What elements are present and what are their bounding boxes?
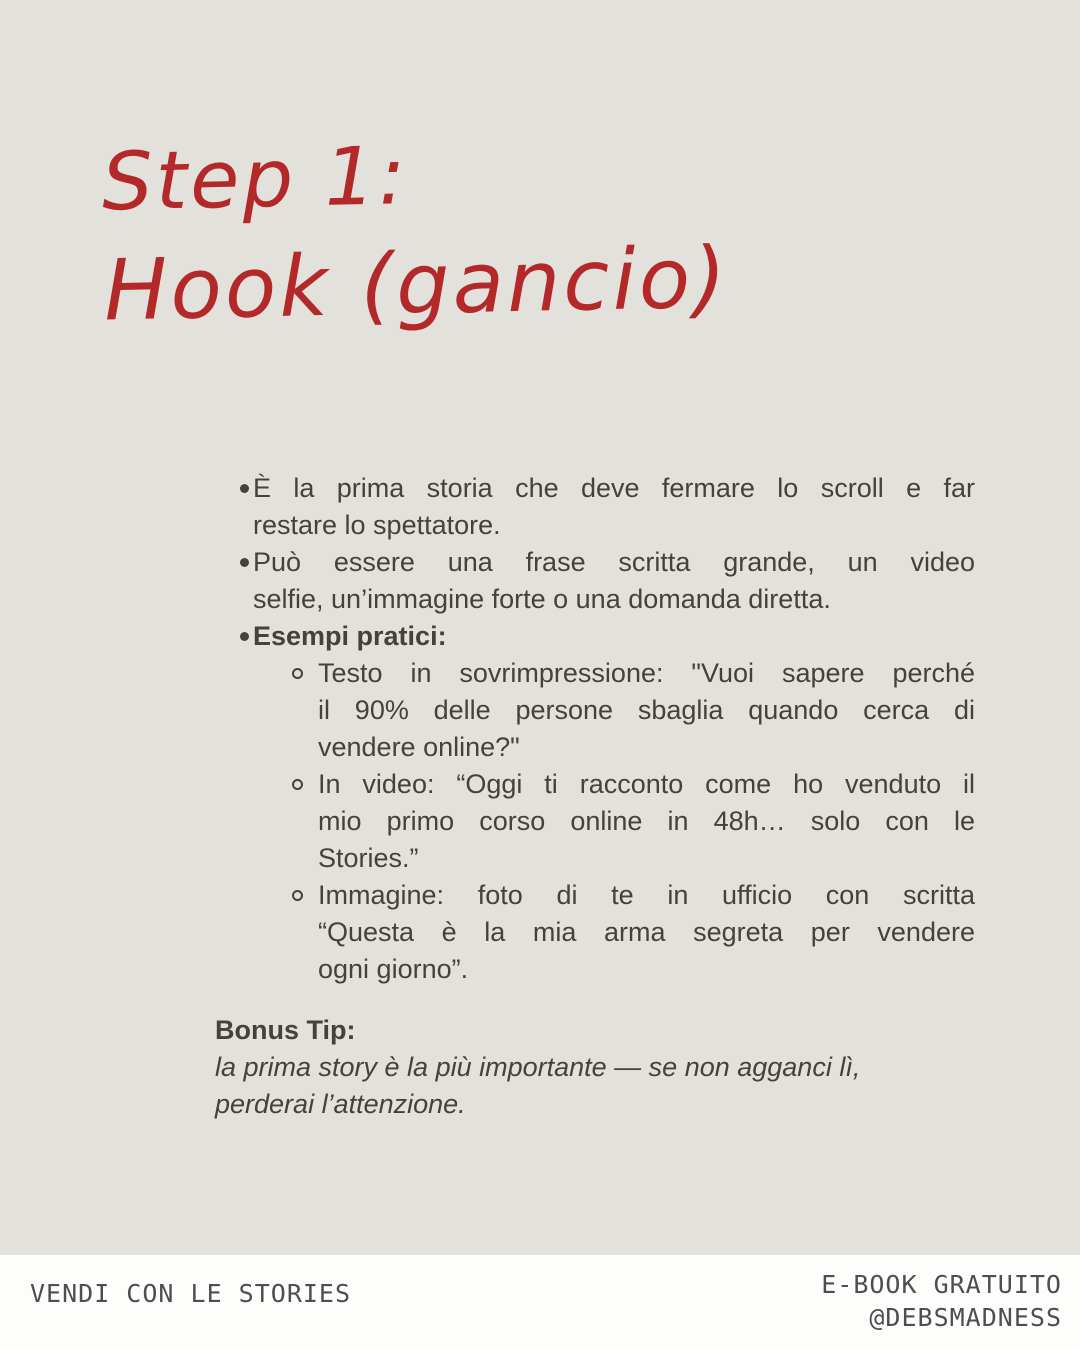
sub-bullet-text-line: mio primo corso online in 48h… solo con le	[318, 806, 975, 836]
footer-handle: @DEBSMADNESS	[869, 1303, 1062, 1332]
bullet-text-line: selfie, un’immagine forte o una domanda diretta.	[253, 584, 831, 614]
bullet-ring-icon	[292, 668, 303, 679]
sub-list-item	[215, 655, 985, 766]
bullet-dot-icon	[240, 632, 249, 641]
title-step-line: Step 1:	[100, 129, 410, 229]
list-item	[215, 618, 985, 655]
bullet-list	[215, 470, 985, 988]
footer-band	[0, 1255, 1080, 1350]
bullet-dot-icon	[240, 484, 249, 493]
list-item	[215, 470, 985, 544]
title-hook-line: Hook (gancio)	[103, 228, 730, 340]
bonus-tip-text-line: la prima story è la più importante — se non agganci lì,	[215, 1052, 861, 1082]
sub-bullet-text-line: Immagine: foto di te in ufficio con scritta	[318, 880, 975, 910]
sub-bullet-text-line: Stories.”	[318, 843, 419, 873]
footer-series-title: VENDI CON LE STORIES	[30, 1279, 352, 1308]
footer-ebook-label: E-BOOK GRATUITO	[821, 1270, 1062, 1299]
sub-bullet-text-line: Testo in sovrimpressione: "Vuoi sapere perché	[318, 658, 975, 688]
sub-bullet-text-line: ogni giorno”.	[318, 954, 469, 984]
sub-bullet-text-line: In video: “Oggi ti racconto come ho venduto il	[318, 769, 975, 799]
bonus-tip-text-line: perderai l’attenzione.	[215, 1089, 466, 1119]
bullet-ring-icon	[292, 779, 303, 790]
bullet-text-line-bold: Esempi pratici:	[253, 621, 447, 651]
list-item	[215, 544, 985, 618]
bullet-text-line: È la prima storia che deve fermare lo scroll e far	[253, 473, 975, 503]
sub-list-item	[215, 877, 985, 988]
bullet-text-line: restare lo spettatore.	[253, 510, 501, 540]
bullet-text-line: Può essere una frase scritta grande, un video	[253, 547, 975, 577]
bullet-ring-icon	[292, 890, 303, 901]
sub-bullet-text-line: vendere online?"	[318, 732, 520, 762]
sub-bullet-text-line: “Questa è la mia arma segreta per vendere	[318, 917, 975, 947]
page-title	[101, 115, 730, 344]
footer-credit	[821, 1268, 1062, 1334]
bullet-dot-icon	[240, 558, 249, 567]
bonus-tip	[215, 1012, 1005, 1123]
sub-list-item	[215, 766, 985, 877]
bonus-tip-label: Bonus Tip:	[215, 1015, 356, 1045]
sub-bullet-text-line: il 90% delle persone sbaglia quando cerca di	[318, 695, 975, 725]
